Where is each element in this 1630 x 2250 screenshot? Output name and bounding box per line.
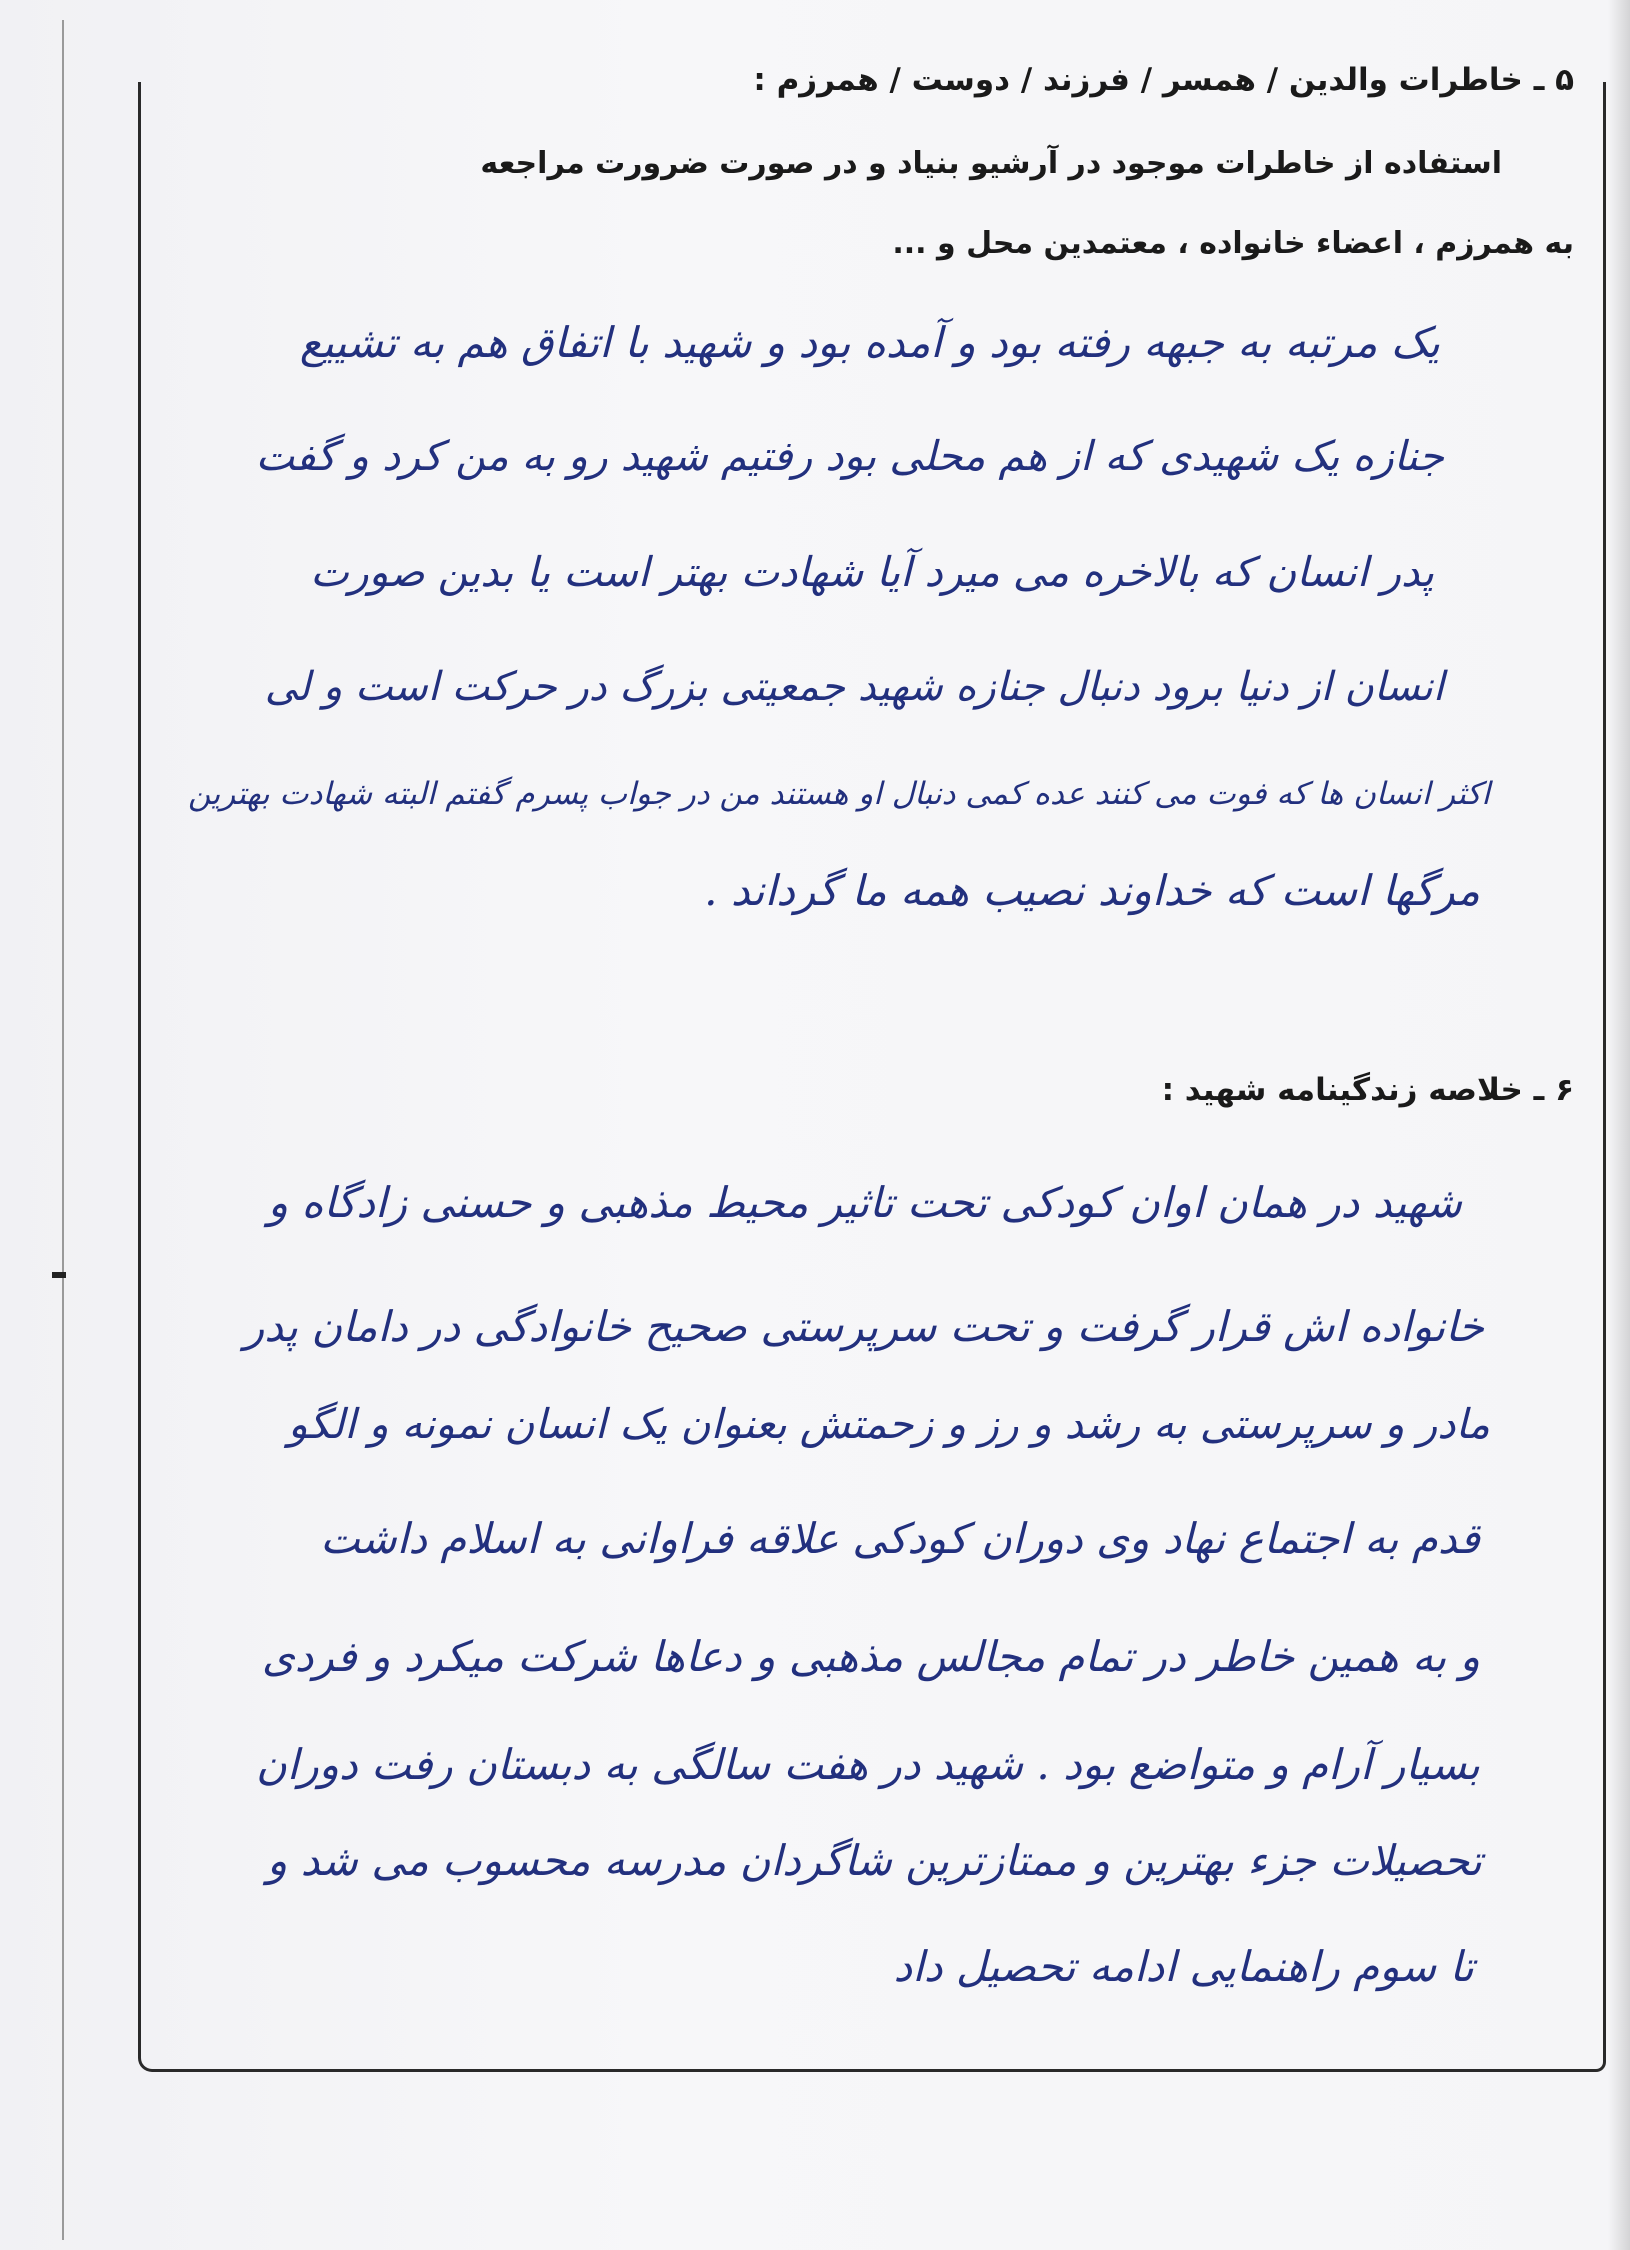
memory-line-3: پدر انسان که بالاخره می میرد آیا شهادت بهتر است یا بدین صورت: [310, 548, 1434, 596]
biography-line-4: قدم به اجتماع نهاد وی دوران کودکی علاقه فراوانی به اسلام داشت: [320, 1514, 1480, 1563]
section-5-instruction-1: استفاده از خاطرات موجود در آرشیو بنیاد و در صورت ضرورت مراجعه: [480, 146, 1502, 181]
biography-line-6: بسیار آرام و متواضع بود . شهید در هفت سالگی به دبستان رفت دوران: [255, 1740, 1480, 1789]
section-5-title: ۵ ـ خاطرات والدین / همسر / فرزند / دوست / همرزم :: [753, 62, 1574, 98]
biography-line-5: و به همین خاطر در تمام مجالس مذهبی و دعاها شرکت میکرد و فردی: [261, 1632, 1480, 1681]
memory-line-2: جنازه یک شهیدی که از هم محلی بود رفتیم شهید رو به من کرد و گفت: [255, 432, 1444, 480]
margin-tick-mark: [52, 1272, 66, 1278]
biography-line-2: خانواده اش قرار گرفت و تحت سرپرستی صحیح خانوادگی در دامان پدر: [243, 1302, 1484, 1351]
section-6-title: ۶ ـ خلاصه زندگینامه شهید :: [1161, 1072, 1574, 1108]
biography-line-1: شهید در همان اوان کودکی تحت تاثیر محیط مذهبی و حسنی زادگاه و: [267, 1178, 1462, 1227]
memory-line-5: اکثر انسان ها که فوت می کنند عده کمی دنبال او هستند من در جواب پسرم گفتم البته شهادت بهترین: [187, 776, 1490, 812]
memory-line-6: مرگها است که خداوند نصیب همه ما گرداند .: [704, 866, 1480, 915]
biography-line-7: تحصیلات جزء بهترین و ممتازترین شاگردان مدرسه محسوب می شد و: [266, 1836, 1482, 1885]
biography-line-8: تا سوم راهنمایی ادامه تحصیل داد: [893, 1942, 1474, 1991]
biography-line-3: مادر و سرپرستی به رشد و رز و زحمتش بعنوان یک انسان نمونه و الگو: [288, 1400, 1490, 1448]
memory-line-1: یک مرتبه به جبهه رفته بود و آمده بود و شهید با اتفاق هم به تشییع: [299, 318, 1440, 367]
page-edge-shadow: [1608, 0, 1630, 2250]
section-5-instruction-2: به همرزم ، اعضاء خانواده ، معتمدین محل و ...: [892, 226, 1574, 261]
binding-line: [62, 20, 64, 2240]
memory-line-4: انسان از دنیا برود دنبال جنازه شهید جمعیتی بزرگ در حرکت است و لی: [264, 664, 1444, 710]
